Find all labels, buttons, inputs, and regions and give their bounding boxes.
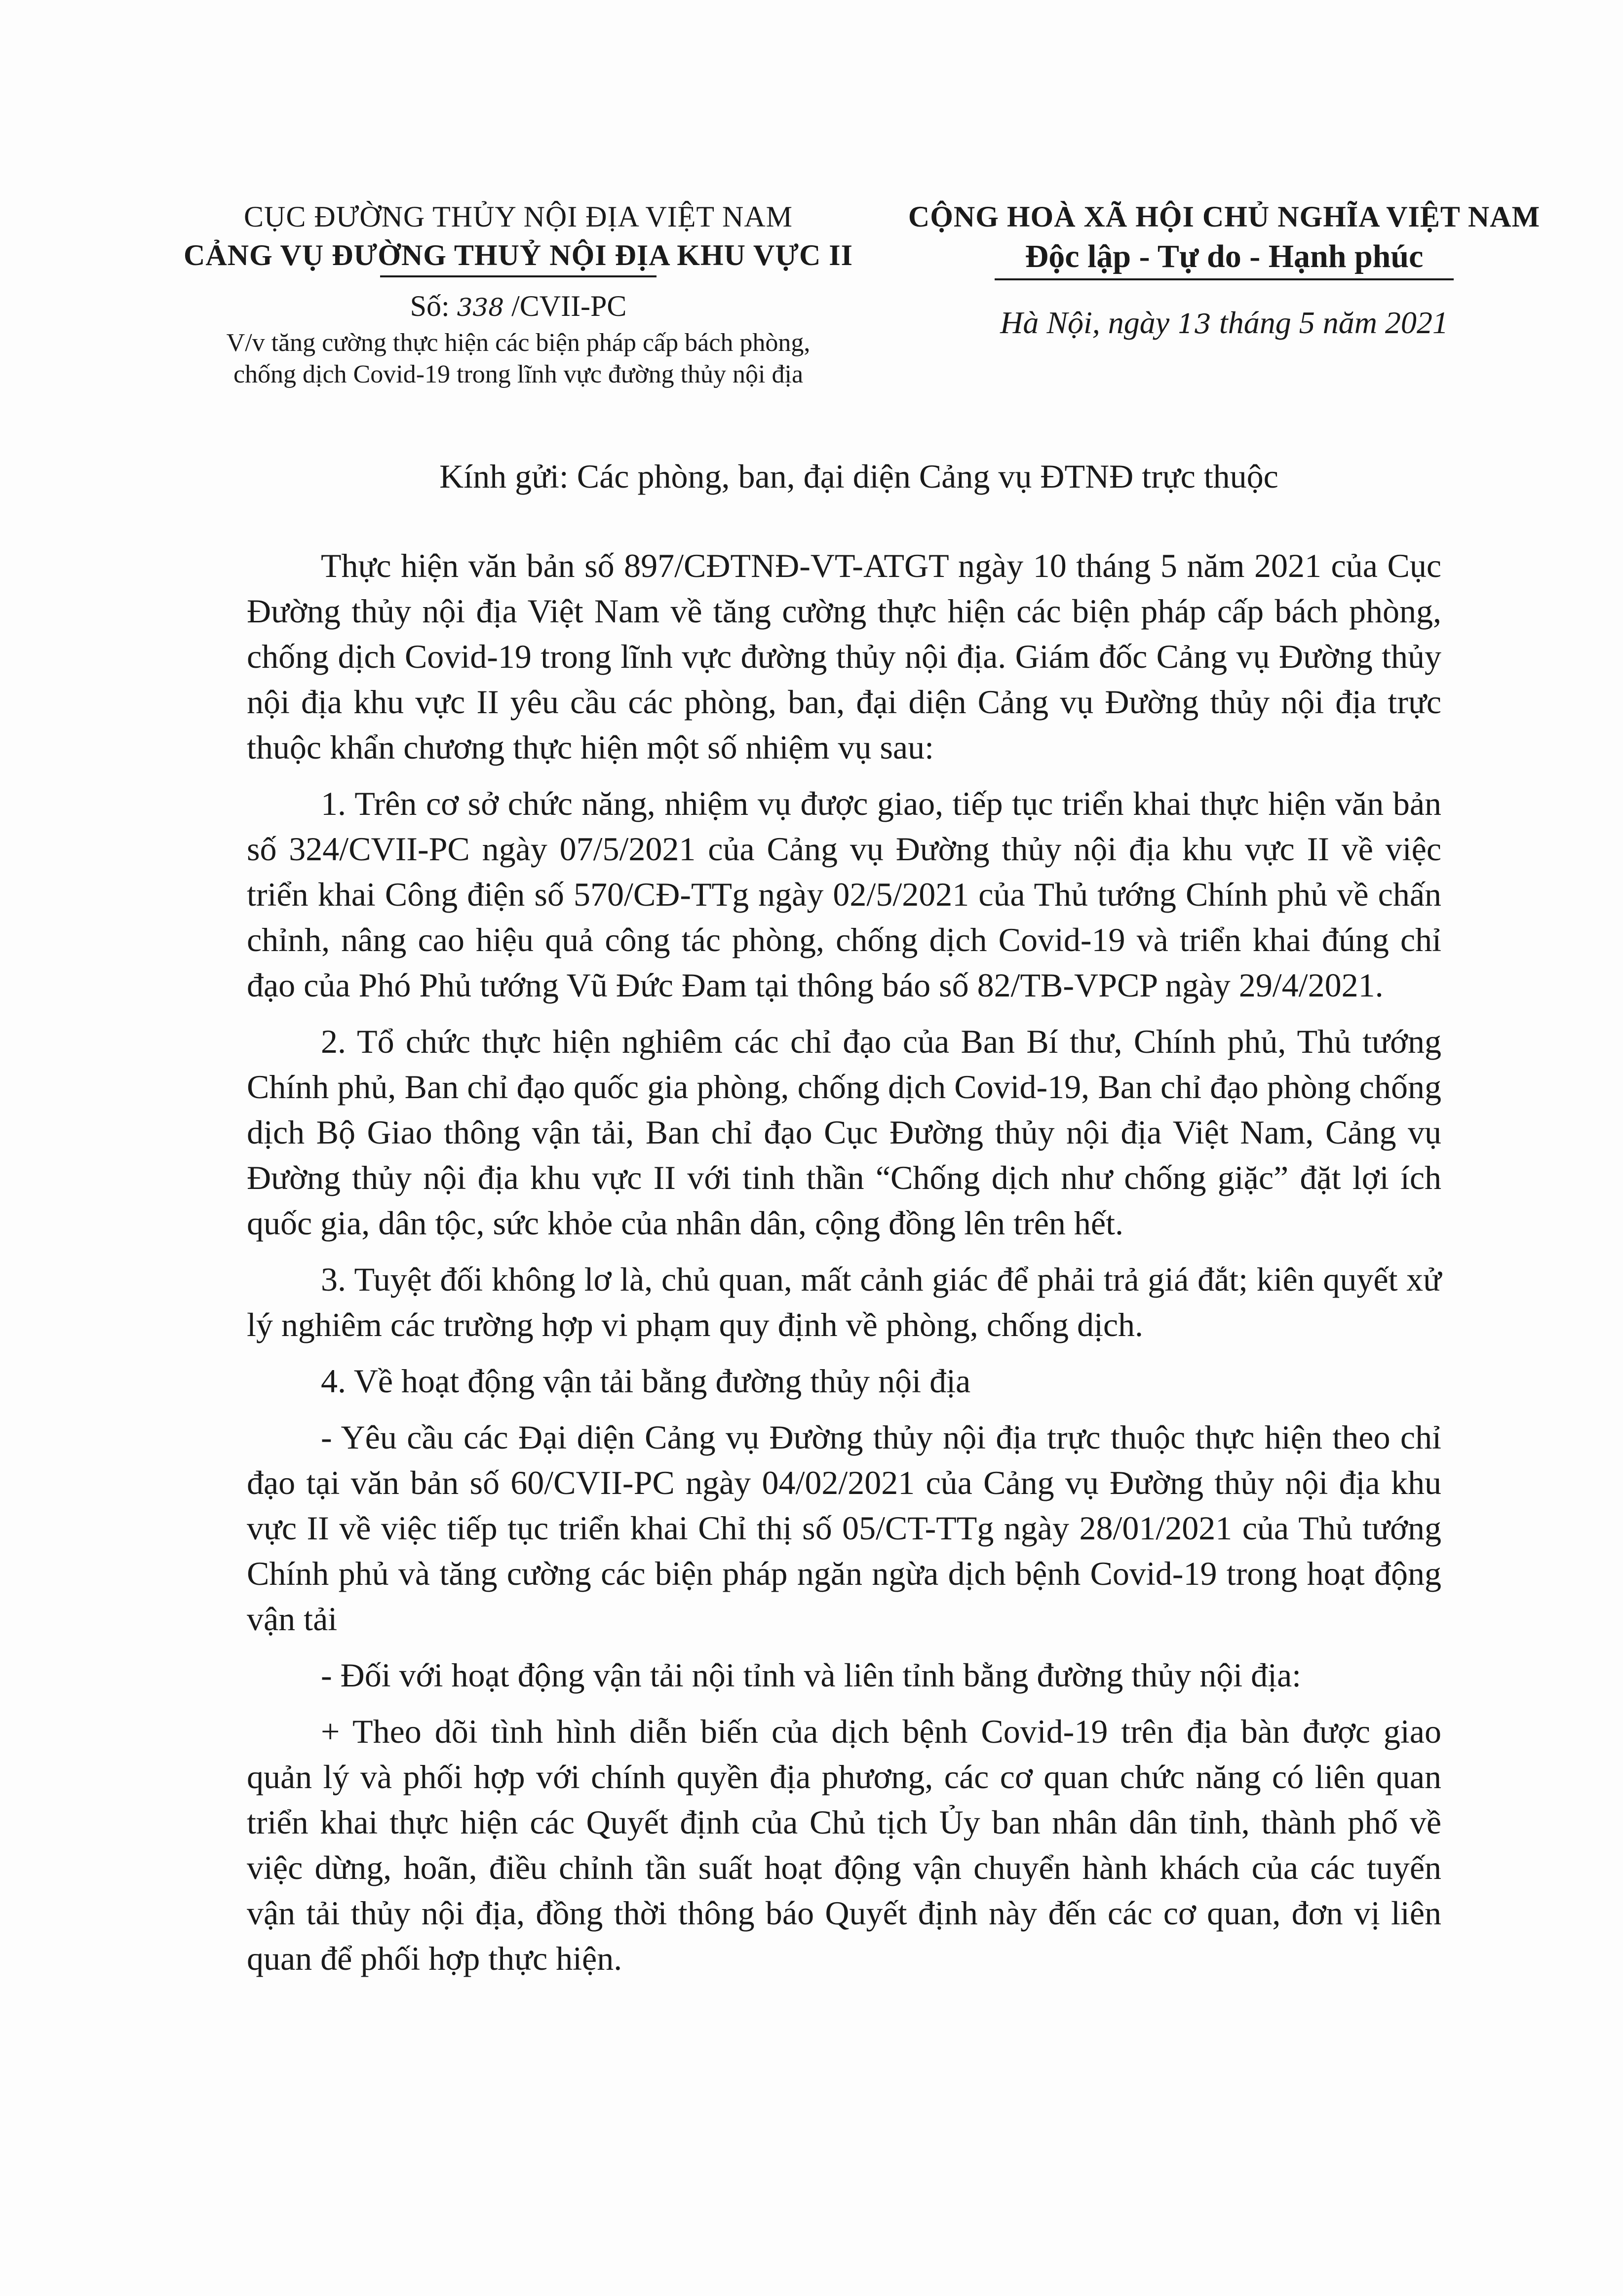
issuing-agency-header [148, 197, 889, 390]
nation-name: CỘNG HOÀ XÃ HỘI CHỦ NGHĨA VIỆT NAM [908, 200, 1541, 233]
body-paragraph: - Đối với hoạt động vận tải nội tỉnh và liên tỉnh bằng đường thủy nội địa: [321, 1656, 1302, 1694]
national-header [884, 197, 1565, 345]
recipient-line: Kính gửi: Các phòng, ban, đại diện Cảng vụ ĐTNĐ trực thuộc [439, 458, 1278, 495]
document-number-handwritten: 338 [457, 293, 504, 322]
issuing-agency-name: CẢNG VỤ ĐƯỜNG THUỶ NỘI ĐỊA KHU VỰC II [183, 239, 853, 271]
body-paragraph: + Theo dõi tình hình diễn biến của dịch bệnh Covid-19 trên địa bàn được giao quản lý và phối hợp với chính quyền địa phương, các cơ quan chức năng có liên quan triển khai thực hiện các Quyết định của Chủ tịch Ủy ban nhân dân tỉnh, thành phố về việc dừng, hoãn, điều chỉnh tần suất hoạt động vận chuyển hành khách của các tuyến vận tải thủy nội địa, đồng thời thông báo Quyết định này đến các cơ quan, đơn vị liên quan để phối hợp thực hiện. [247, 1713, 1441, 1977]
date-day-handwritten: 13 [1177, 308, 1211, 340]
document-number-prefix: Số: [410, 290, 450, 322]
document-number-suffix: /CVII-PC [511, 290, 627, 322]
body-paragraph: 3. Tuyệt đối không lơ là, chủ quan, mất cảnh giác để phải trả giá đắt; kiên quyết xử lý nghiêm các trường hợp vi phạm quy định về phòng, chống dịch. [247, 1261, 1441, 1343]
parent-agency-name: CỤC ĐƯỜNG THỦY NỘI ĐỊA VIỆT NAM [244, 200, 793, 233]
body-paragraph: 4. Về hoạt động vận tải bằng đường thủy nội địa [321, 1362, 971, 1400]
agency-underline [380, 275, 657, 277]
motto-underline [995, 278, 1454, 280]
body-paragraph: 2. Tổ chức thực hiện nghiêm các chỉ đạo của Ban Bí thư, Chính phủ, Thủ tướng Chính phủ, Ban chỉ đạo quốc gia phòng, chống dịch Covid-19, Ban chỉ đạo phòng chống dịch Bộ Giao thông vận tải, Ban chỉ đạo Cục Đường thủy nội địa Việt Nam, Cảng vụ Đường thủy nội địa khu vực II với tinh thần “Chống dịch như chống giặc” đặt lợi ích quốc gia, dân tộc, sức khỏe của nhân dân, cộng đồng lên trên hết. [247, 1023, 1441, 1242]
body-paragraph: 1. Trên cơ sở chức năng, nhiệm vụ được giao, tiếp tục triển khai thực hiện văn bản số 324/CVII-PC ngày 07/5/2021 của Cảng vụ Đường thủy nội địa khu vực II về việc triển khai Công điện số 570/CĐ-TTg ngày 02/5/2021 của Thủ tướng Chính phủ về chấn chỉnh, nâng cao hiệu quả công tác phòng, chống dịch Covid-19 và triển khai đúng chỉ đạo của Phó Phủ tướng Vũ Đức Đam tại thông báo số 82/TB-VPCP ngày 29/4/2021. [247, 785, 1441, 1004]
date-suffix: tháng 5 năm 2021 [1219, 305, 1448, 340]
national-motto: Độc lập - Tự do - Hạnh phúc [1025, 238, 1424, 274]
document-date [884, 302, 1565, 345]
subject-line-2: chống dịch Covid-19 trong lĩnh vực đường thủy nội địa [233, 360, 804, 388]
date-prefix: Hà Nội, ngày [1000, 305, 1170, 340]
body-paragraph: Thực hiện văn bản số 897/CĐTNĐ-VT-ATGT ngày 10 tháng 5 năm 2021 của Cục Đường thủy nội địa Việt Nam về tăng cường thực hiện các biện pháp cấp bách phòng, chống dịch Covid-19 trong lĩnh vực đường thủy nội địa. Giám đốc Cảng vụ Đường thủy nội địa khu vực II yêu cầu các phòng, ban, đại diện Cảng vụ Đường thủy nội địa trực thuộc khẩn chương thực hiện một số nhiệm vụ sau: [247, 547, 1441, 766]
body-paragraph: - Yêu cầu các Đại diện Cảng vụ Đường thủy nội địa trực thuộc thực hiện theo chỉ đạo tại văn bản số 60/CVII-PC ngày 04/02/2021 của Cảng vụ Đường thủy nội địa khu vực II về việc tiếp tục triển khai Chỉ thị số 05/CT-TTg ngày 28/01/2021 của Thủ tướng Chính phủ và tăng cường các biện pháp ngăn ngừa dịch bệnh Covid-19 trong hoạt động vận tải [247, 1418, 1441, 1638]
document-body [247, 543, 1441, 1992]
document-number [148, 286, 889, 327]
subject-line-1: V/v tăng cường thực hiện các biện pháp cấp bách phòng, [226, 329, 811, 357]
